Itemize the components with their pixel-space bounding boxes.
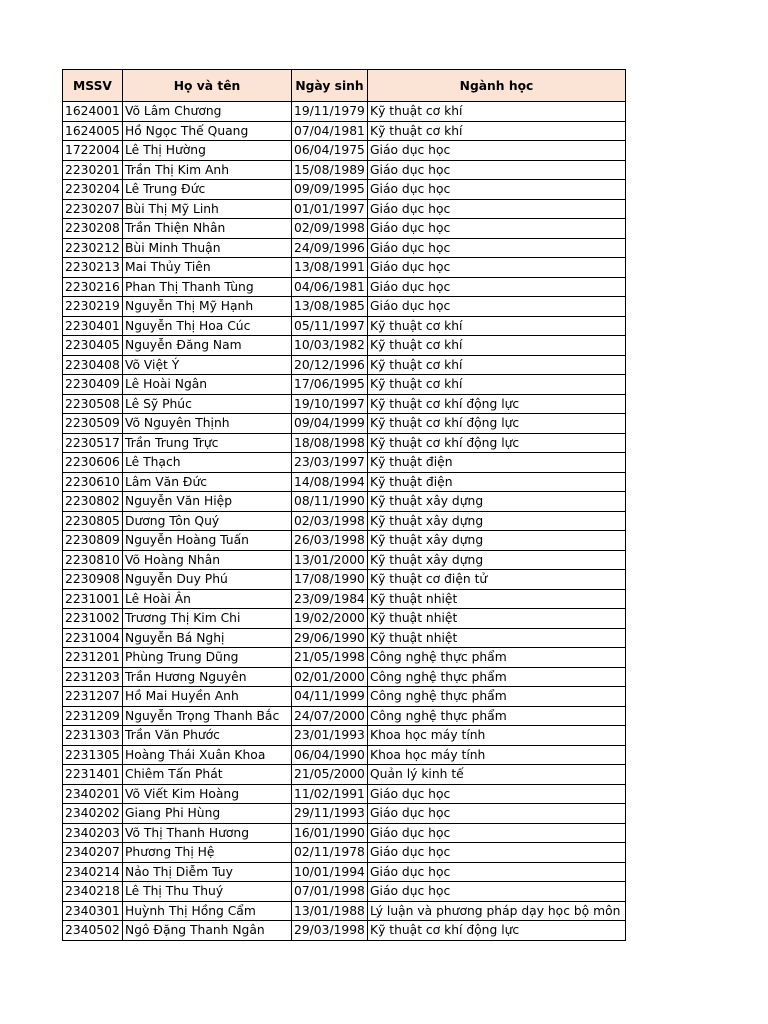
table-row — [63, 804, 626, 824]
cell-full-name: Võ Lâm Chương — [123, 102, 292, 122]
cell-birth-date: 13/08/1991 — [292, 258, 368, 278]
cell-birth-date: 06/04/1990 — [292, 745, 368, 765]
cell-full-name: Trương Thị Kim Chi — [123, 609, 292, 629]
cell-full-name: Trần Thiện Nhân — [123, 219, 292, 239]
cell-major: Giáo dục học — [368, 258, 626, 278]
cell-mssv: 1624005 — [63, 121, 123, 141]
cell-mssv: 2231002 — [63, 609, 123, 629]
table-header — [63, 70, 626, 102]
cell-full-name: Phùng Trung Dũng — [123, 648, 292, 668]
cell-major: Kỹ thuật điện — [368, 472, 626, 492]
table-row — [63, 667, 626, 687]
cell-mssv: 2230517 — [63, 433, 123, 453]
cell-major: Kỹ thuật cơ khí — [368, 121, 626, 141]
cell-full-name: Hồ Mai Huyền Anh — [123, 687, 292, 707]
cell-major: Giáo dục học — [368, 199, 626, 219]
table-row — [63, 511, 626, 531]
cell-full-name: Hồ Ngọc Thế Quang — [123, 121, 292, 141]
cell-major: Quản lý kinh tế — [368, 765, 626, 785]
cell-full-name: Lê Thị Thu Thuý — [123, 882, 292, 902]
cell-mssv: 2231201 — [63, 648, 123, 668]
cell-birth-date: 05/11/1997 — [292, 316, 368, 336]
cell-birth-date: 10/01/1994 — [292, 862, 368, 882]
cell-full-name: Ngô Đặng Thanh Ngân — [123, 921, 292, 941]
cell-full-name: Mai Thủy Tiên — [123, 258, 292, 278]
cell-mssv: 2340202 — [63, 804, 123, 824]
cell-mssv: 2230610 — [63, 472, 123, 492]
cell-mssv: 2230401 — [63, 316, 123, 336]
table-row — [63, 336, 626, 356]
cell-birth-date: 24/07/2000 — [292, 706, 368, 726]
cell-birth-date: 07/01/1998 — [292, 882, 368, 902]
column-header-major: Ngành học — [368, 70, 626, 102]
cell-major: Giáo dục học — [368, 219, 626, 239]
cell-full-name: Lâm Văn Đức — [123, 472, 292, 492]
cell-mssv: 2230219 — [63, 297, 123, 317]
cell-major: Giáo dục học — [368, 238, 626, 258]
table-row — [63, 901, 626, 921]
cell-mssv: 2230908 — [63, 570, 123, 590]
cell-major: Khoa học máy tính — [368, 726, 626, 746]
cell-major: Kỹ thuật nhiệt — [368, 609, 626, 629]
cell-birth-date: 21/05/1998 — [292, 648, 368, 668]
cell-major: Giáo dục học — [368, 784, 626, 804]
cell-birth-date: 19/10/1997 — [292, 394, 368, 414]
cell-major: Giáo dục học — [368, 882, 626, 902]
cell-major: Kỹ thuật nhiệt — [368, 589, 626, 609]
cell-major: Công nghệ thực phẩm — [368, 667, 626, 687]
cell-birth-date: 29/11/1993 — [292, 804, 368, 824]
cell-mssv: 2230409 — [63, 375, 123, 395]
cell-mssv: 2230212 — [63, 238, 123, 258]
table-row — [63, 706, 626, 726]
table-row — [63, 258, 626, 278]
cell-full-name: Lê Trung Đức — [123, 180, 292, 200]
cell-birth-date: 04/11/1999 — [292, 687, 368, 707]
table-row — [63, 238, 626, 258]
cell-birth-date: 01/01/1997 — [292, 199, 368, 219]
cell-birth-date: 13/08/1985 — [292, 297, 368, 317]
cell-birth-date: 17/06/1995 — [292, 375, 368, 395]
cell-mssv: 2230802 — [63, 492, 123, 512]
cell-full-name: Phan Thị Thanh Tùng — [123, 277, 292, 297]
table-row — [63, 862, 626, 882]
table-row — [63, 609, 626, 629]
table-row — [63, 375, 626, 395]
table-row — [63, 219, 626, 239]
cell-birth-date: 24/09/1996 — [292, 238, 368, 258]
cell-mssv: 2231207 — [63, 687, 123, 707]
cell-birth-date: 09/09/1995 — [292, 180, 368, 200]
cell-major: Công nghệ thực phẩm — [368, 687, 626, 707]
cell-birth-date: 10/03/1982 — [292, 336, 368, 356]
table-row — [63, 589, 626, 609]
cell-full-name: Lê Hoài Ngân — [123, 375, 292, 395]
cell-birth-date: 20/12/1996 — [292, 355, 368, 375]
cell-birth-date: 21/05/2000 — [292, 765, 368, 785]
cell-mssv: 2230805 — [63, 511, 123, 531]
cell-major: Kỹ thuật xây dựng — [368, 531, 626, 551]
cell-major: Công nghệ thực phẩm — [368, 706, 626, 726]
cell-birth-date: 23/03/1997 — [292, 453, 368, 473]
cell-major: Giáo dục học — [368, 180, 626, 200]
cell-major: Khoa học máy tính — [368, 745, 626, 765]
cell-major: Giáo dục học — [368, 160, 626, 180]
table-row — [63, 492, 626, 512]
cell-major: Kỹ thuật cơ điện tử — [368, 570, 626, 590]
cell-mssv: 2230208 — [63, 219, 123, 239]
cell-birth-date: 19/11/1979 — [292, 102, 368, 122]
cell-full-name: Lê Hoài Ân — [123, 589, 292, 609]
table-row — [63, 550, 626, 570]
cell-major: Kỹ thuật cơ khí — [368, 336, 626, 356]
header-row — [63, 70, 626, 102]
table-row — [63, 180, 626, 200]
table-row — [63, 414, 626, 434]
cell-full-name: Phương Thị Hệ — [123, 843, 292, 863]
cell-full-name: Nguyễn Thị Mỹ Hạnh — [123, 297, 292, 317]
cell-mssv: 2230606 — [63, 453, 123, 473]
table-row — [63, 570, 626, 590]
cell-major: Kỹ thuật xây dựng — [368, 492, 626, 512]
cell-birth-date: 02/11/1978 — [292, 843, 368, 863]
cell-birth-date: 02/01/2000 — [292, 667, 368, 687]
cell-full-name: Bùi Thị Mỹ Linh — [123, 199, 292, 219]
table-row — [63, 472, 626, 492]
table-row — [63, 765, 626, 785]
cell-full-name: Trần Hương Nguyên — [123, 667, 292, 687]
student-table — [62, 69, 626, 941]
cell-major: Lý luận và phương pháp dạy học bộ môn — [368, 901, 626, 921]
cell-mssv: 1722004 — [63, 141, 123, 161]
cell-major: Kỹ thuật cơ khí động lực — [368, 414, 626, 434]
cell-mssv: 2340218 — [63, 882, 123, 902]
cell-birth-date: 02/09/1998 — [292, 219, 368, 239]
cell-mssv: 2230408 — [63, 355, 123, 375]
cell-birth-date: 06/04/1975 — [292, 141, 368, 161]
cell-mssv: 2230509 — [63, 414, 123, 434]
table-row — [63, 843, 626, 863]
column-header-full-name: Họ và tên — [123, 70, 292, 102]
table-row — [63, 648, 626, 668]
cell-major: Giáo dục học — [368, 823, 626, 843]
cell-full-name: Nguyễn Duy Phú — [123, 570, 292, 590]
cell-full-name: Võ Hoàng Nhân — [123, 550, 292, 570]
cell-major: Giáo dục học — [368, 297, 626, 317]
cell-full-name: Nguyễn Hoàng Tuấn — [123, 531, 292, 551]
cell-mssv: 2340201 — [63, 784, 123, 804]
cell-major: Kỹ thuật cơ khí — [368, 375, 626, 395]
cell-birth-date: 19/02/2000 — [292, 609, 368, 629]
table-row — [63, 726, 626, 746]
cell-full-name: Lê Thị Hường — [123, 141, 292, 161]
cell-major: Giáo dục học — [368, 862, 626, 882]
cell-mssv: 2231001 — [63, 589, 123, 609]
cell-full-name: Nảo Thị Diễm Tuy — [123, 862, 292, 882]
cell-major: Kỹ thuật cơ khí động lực — [368, 921, 626, 941]
cell-birth-date: 29/06/1990 — [292, 628, 368, 648]
table-row — [63, 921, 626, 941]
table-row — [63, 882, 626, 902]
table-row — [63, 355, 626, 375]
cell-birth-date: 09/04/1999 — [292, 414, 368, 434]
cell-major: Kỹ thuật cơ khí — [368, 316, 626, 336]
cell-mssv: 2340207 — [63, 843, 123, 863]
table-row — [63, 394, 626, 414]
cell-major: Công nghệ thực phẩm — [368, 648, 626, 668]
table-row — [63, 433, 626, 453]
cell-full-name: Võ Viết Kim Hoàng — [123, 784, 292, 804]
cell-full-name: Nguyễn Bá Nghị — [123, 628, 292, 648]
table-row — [63, 531, 626, 551]
cell-birth-date: 02/03/1998 — [292, 511, 368, 531]
cell-full-name: Trần Thị Kim Anh — [123, 160, 292, 180]
cell-birth-date: 11/02/1991 — [292, 784, 368, 804]
cell-major: Giáo dục học — [368, 804, 626, 824]
cell-mssv: 2230508 — [63, 394, 123, 414]
cell-birth-date: 29/03/1998 — [292, 921, 368, 941]
column-header-mssv: MSSV — [63, 70, 123, 102]
table-row — [63, 687, 626, 707]
cell-mssv: 2230810 — [63, 550, 123, 570]
cell-birth-date: 07/04/1981 — [292, 121, 368, 141]
cell-birth-date: 15/08/1989 — [292, 160, 368, 180]
cell-mssv: 2231209 — [63, 706, 123, 726]
cell-birth-date: 23/01/1993 — [292, 726, 368, 746]
cell-birth-date: 23/09/1984 — [292, 589, 368, 609]
cell-mssv: 2230207 — [63, 199, 123, 219]
cell-mssv: 2230213 — [63, 258, 123, 278]
table-row — [63, 160, 626, 180]
table-row — [63, 121, 626, 141]
table-row — [63, 277, 626, 297]
cell-mssv: 2230216 — [63, 277, 123, 297]
cell-full-name: Huỳnh Thị Hồng Cẩm — [123, 901, 292, 921]
cell-mssv: 2230204 — [63, 180, 123, 200]
cell-birth-date: 17/08/1990 — [292, 570, 368, 590]
cell-full-name: Lê Sỹ Phúc — [123, 394, 292, 414]
table-body — [63, 102, 626, 941]
cell-full-name: Chiêm Tấn Phát — [123, 765, 292, 785]
table-row — [63, 453, 626, 473]
cell-mssv: 2340301 — [63, 901, 123, 921]
cell-mssv: 2231004 — [63, 628, 123, 648]
table-row — [63, 823, 626, 843]
cell-full-name: Hoàng Thái Xuân Khoa — [123, 745, 292, 765]
cell-birth-date: 26/03/1998 — [292, 531, 368, 551]
cell-birth-date: 08/11/1990 — [292, 492, 368, 512]
cell-mssv: 2230201 — [63, 160, 123, 180]
cell-major: Kỹ thuật cơ khí — [368, 355, 626, 375]
cell-major: Kỹ thuật xây dựng — [368, 550, 626, 570]
cell-major: Kỹ thuật cơ khí động lực — [368, 394, 626, 414]
table-row — [63, 199, 626, 219]
cell-full-name: Nguyễn Thị Hoa Cúc — [123, 316, 292, 336]
cell-major: Giáo dục học — [368, 141, 626, 161]
cell-birth-date: 16/01/1990 — [292, 823, 368, 843]
cell-major: Kỹ thuật điện — [368, 453, 626, 473]
table-row — [63, 297, 626, 317]
cell-full-name: Lê Thạch — [123, 453, 292, 473]
column-header-birth-date: Ngày sinh — [292, 70, 368, 102]
cell-mssv: 2230405 — [63, 336, 123, 356]
cell-major: Kỹ thuật cơ khí động lực — [368, 433, 626, 453]
cell-mssv: 2231305 — [63, 745, 123, 765]
cell-major: Giáo dục học — [368, 843, 626, 863]
cell-full-name: Nguyễn Trọng Thanh Bắc — [123, 706, 292, 726]
cell-birth-date: 04/06/1981 — [292, 277, 368, 297]
table-row — [63, 102, 626, 122]
cell-major: Giáo dục học — [368, 277, 626, 297]
cell-mssv: 2340203 — [63, 823, 123, 843]
table-row — [63, 141, 626, 161]
cell-full-name: Võ Thị Thanh Hương — [123, 823, 292, 843]
cell-full-name: Dương Tôn Quý — [123, 511, 292, 531]
cell-major: Kỹ thuật xây dựng — [368, 511, 626, 531]
cell-mssv: 2340502 — [63, 921, 123, 941]
cell-full-name: Trần Trung Trực — [123, 433, 292, 453]
cell-mssv: 2340214 — [63, 862, 123, 882]
table-row — [63, 745, 626, 765]
cell-mssv: 2230809 — [63, 531, 123, 551]
cell-mssv: 1624001 — [63, 102, 123, 122]
cell-major: Kỹ thuật cơ khí — [368, 102, 626, 122]
cell-birth-date: 14/08/1994 — [292, 472, 368, 492]
cell-birth-date: 13/01/1988 — [292, 901, 368, 921]
cell-full-name: Nguyễn Văn Hiệp — [123, 492, 292, 512]
cell-mssv: 2231401 — [63, 765, 123, 785]
cell-full-name: Võ Nguyên Thịnh — [123, 414, 292, 434]
cell-birth-date: 13/01/2000 — [292, 550, 368, 570]
table-row — [63, 628, 626, 648]
table-row — [63, 784, 626, 804]
cell-full-name: Giang Phi Hùng — [123, 804, 292, 824]
cell-major: Kỹ thuật nhiệt — [368, 628, 626, 648]
cell-full-name: Võ Việt Ý — [123, 355, 292, 375]
cell-full-name: Bùi Minh Thuận — [123, 238, 292, 258]
cell-birth-date: 18/08/1998 — [292, 433, 368, 453]
cell-full-name: Trần Văn Phước — [123, 726, 292, 746]
cell-mssv: 2231203 — [63, 667, 123, 687]
cell-full-name: Nguyễn Đăng Nam — [123, 336, 292, 356]
cell-mssv: 2231303 — [63, 726, 123, 746]
table-row — [63, 316, 626, 336]
